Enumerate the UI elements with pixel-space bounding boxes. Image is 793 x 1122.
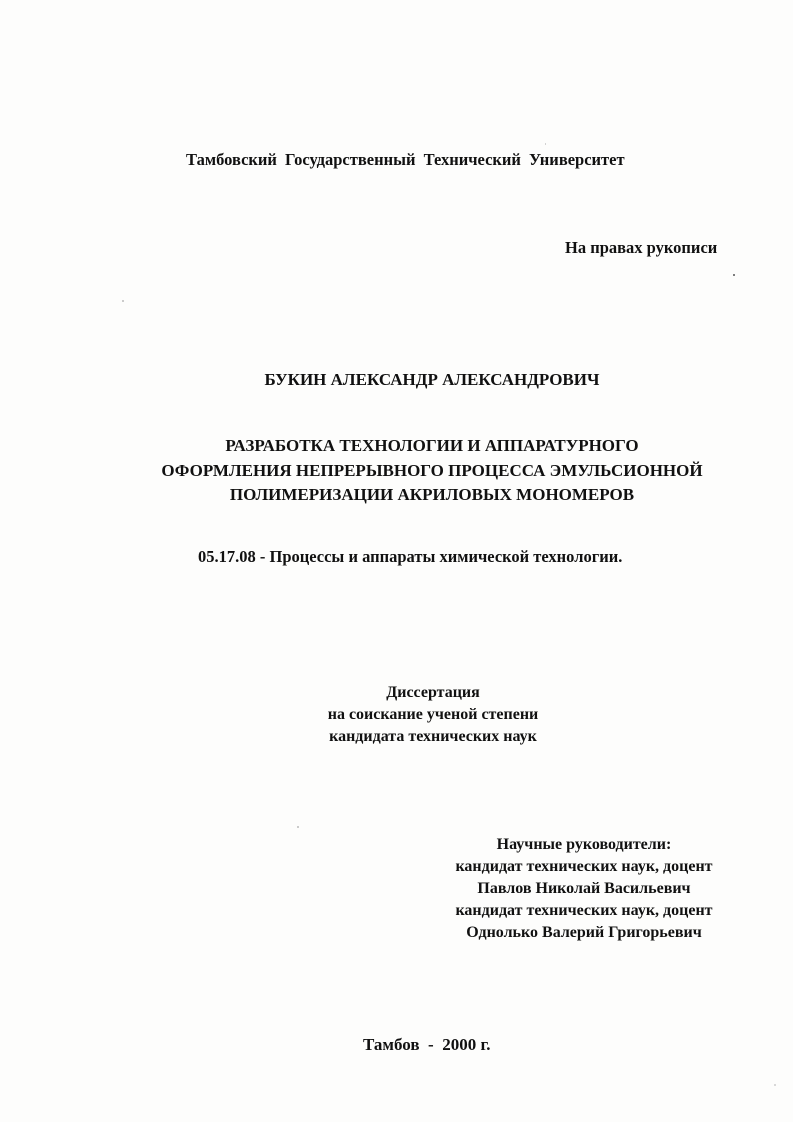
title-line: ОФОРМЛЕНИЯ НЕПРЕРЫВНОГО ПРОЦЕССА ЭМУЛЬСИОННОЙ — [161, 460, 703, 480]
supervisors-heading: Научные руководители: — [496, 836, 672, 853]
scan-speck — [297, 826, 299, 828]
scan-speck — [122, 300, 124, 302]
degree-statement — [300, 682, 566, 748]
degree-line: кандидата технических наук — [329, 728, 537, 745]
supervisor-name: Павлов Николай Васильевич — [477, 880, 691, 897]
manuscript-note: На правах рукописи — [565, 238, 718, 257]
author-name: БУКИН АЛЕКСАНДР АЛЕКСАНДРОВИЧ — [264, 370, 600, 389]
title-line: РАЗРАБОТКА ТЕХНОЛОГИИ И АППАРАТУРНОГО — [225, 436, 639, 455]
degree-line: Диссертация — [386, 684, 480, 701]
degree-line: на соискание ученой степени — [327, 706, 539, 723]
supervisor-name: Однолько Валерий Григорьевич — [466, 924, 702, 941]
dissertation-title — [0, 434, 793, 508]
scan-speck — [774, 1084, 776, 1086]
title-line: ПОЛИМЕРИЗАЦИИ АКРИЛОВЫХ МОНОМЕРОВ — [229, 485, 635, 504]
supervisor-rank: кандидат технических наук, доцент — [455, 902, 713, 919]
scan-speck — [545, 143, 546, 145]
university-name: Тамбовский Государственный Технический Университет — [186, 150, 625, 169]
supervisor-rank: кандидат технических наук, доцент — [455, 858, 713, 875]
city-year: Тамбов - 2000 г. — [363, 1035, 491, 1054]
supervisors-block — [426, 834, 742, 944]
scan-speck — [733, 274, 735, 276]
specialty-code: 05.17.08 - Процессы и аппараты химической технологии. — [198, 547, 623, 566]
